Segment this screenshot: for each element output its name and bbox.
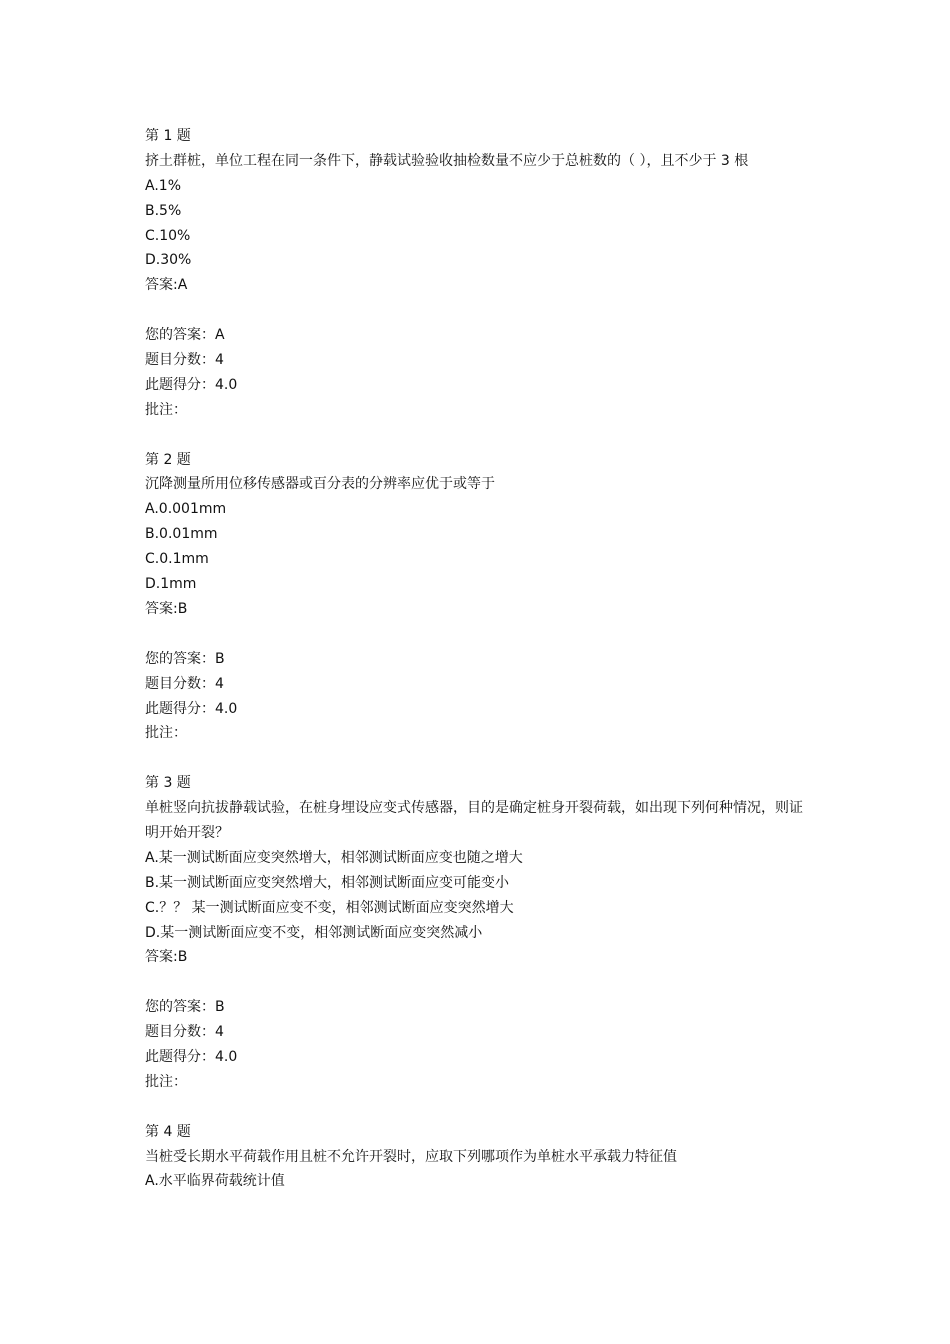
question-4 — [145, 1120, 815, 1195]
question-stem: 挤土群桩，单位工程在同一条件下，静载试验验收抽检数量不应少于总桩数的（ ），且不少于 3 根 — [145, 152, 749, 169]
correct-answer: 答案:A — [145, 277, 188, 294]
option-c: C.10% — [145, 227, 191, 244]
option-b: B.0.01mm — [145, 526, 218, 543]
question-score: 题目分数：4 — [145, 1024, 224, 1041]
question-number: 第 4 题 — [145, 1123, 191, 1140]
option-b: B.5% — [145, 202, 182, 219]
option-a: A.0.001mm — [145, 501, 227, 518]
correct-answer: 答案:B — [145, 600, 188, 617]
spacer — [145, 423, 815, 448]
option-b: B.某一测试断面应变突然增大，相邻测试断面应变可能变小 — [145, 874, 510, 891]
question-3 — [145, 771, 815, 1120]
option-d: D.1mm — [145, 576, 197, 593]
question-2 — [145, 448, 815, 772]
spacer — [145, 746, 815, 771]
question-score: 题目分数：4 — [145, 675, 224, 692]
option-c: C.？？ 某一测试断面应变不变，相邻测试断面应变突然增大 — [145, 899, 514, 916]
question-number: 第 2 题 — [145, 451, 191, 468]
option-a: A.水平临界荷载统计值 — [145, 1173, 285, 1190]
earned-score: 此题得分：4.0 — [145, 376, 238, 393]
option-d: D.某一测试断面应变不变，相邻测试断面应变突然减小 — [145, 924, 483, 941]
question-number: 第 3 题 — [145, 775, 191, 792]
option-d: D.30% — [145, 252, 192, 269]
spacer — [145, 622, 815, 647]
earned-score: 此题得分：4.0 — [145, 1049, 238, 1066]
question-1 — [145, 124, 815, 448]
document-page — [145, 124, 815, 1194]
option-a: A.1% — [145, 177, 181, 194]
question-stem: 沉降测量所用位移传感器或百分表的分辨率应优于或等于 — [145, 476, 495, 493]
option-a: A.某一测试断面应变突然增大，相邻测试断面应变也随之增大 — [145, 849, 523, 866]
your-answer: 您的答案：B — [145, 999, 225, 1016]
comment-label: 批注： — [145, 401, 187, 418]
earned-score: 此题得分：4.0 — [145, 700, 238, 717]
spacer — [145, 1095, 815, 1120]
comment-label: 批注： — [145, 725, 187, 742]
spacer — [145, 298, 815, 323]
question-score: 题目分数：4 — [145, 352, 224, 369]
spacer — [145, 970, 815, 995]
your-answer: 您的答案：B — [145, 650, 225, 667]
correct-answer: 答案:B — [145, 949, 188, 966]
question-number: 第 1 题 — [145, 128, 191, 144]
question-stem: 单桩竖向抗拔静载试验，在桩身埋设应变式传感器，目的是确定桩身开裂荷载，如出现下列何种情况，则证明开始开裂？ — [145, 800, 803, 841]
comment-label: 批注： — [145, 1073, 187, 1090]
question-stem: 当桩受长期水平荷载作用且桩不允许开裂时，应取下列哪项作为单桩水平承载力特征值 — [145, 1148, 677, 1165]
your-answer: 您的答案：A — [145, 327, 225, 344]
option-c: C.0.1mm — [145, 551, 209, 568]
